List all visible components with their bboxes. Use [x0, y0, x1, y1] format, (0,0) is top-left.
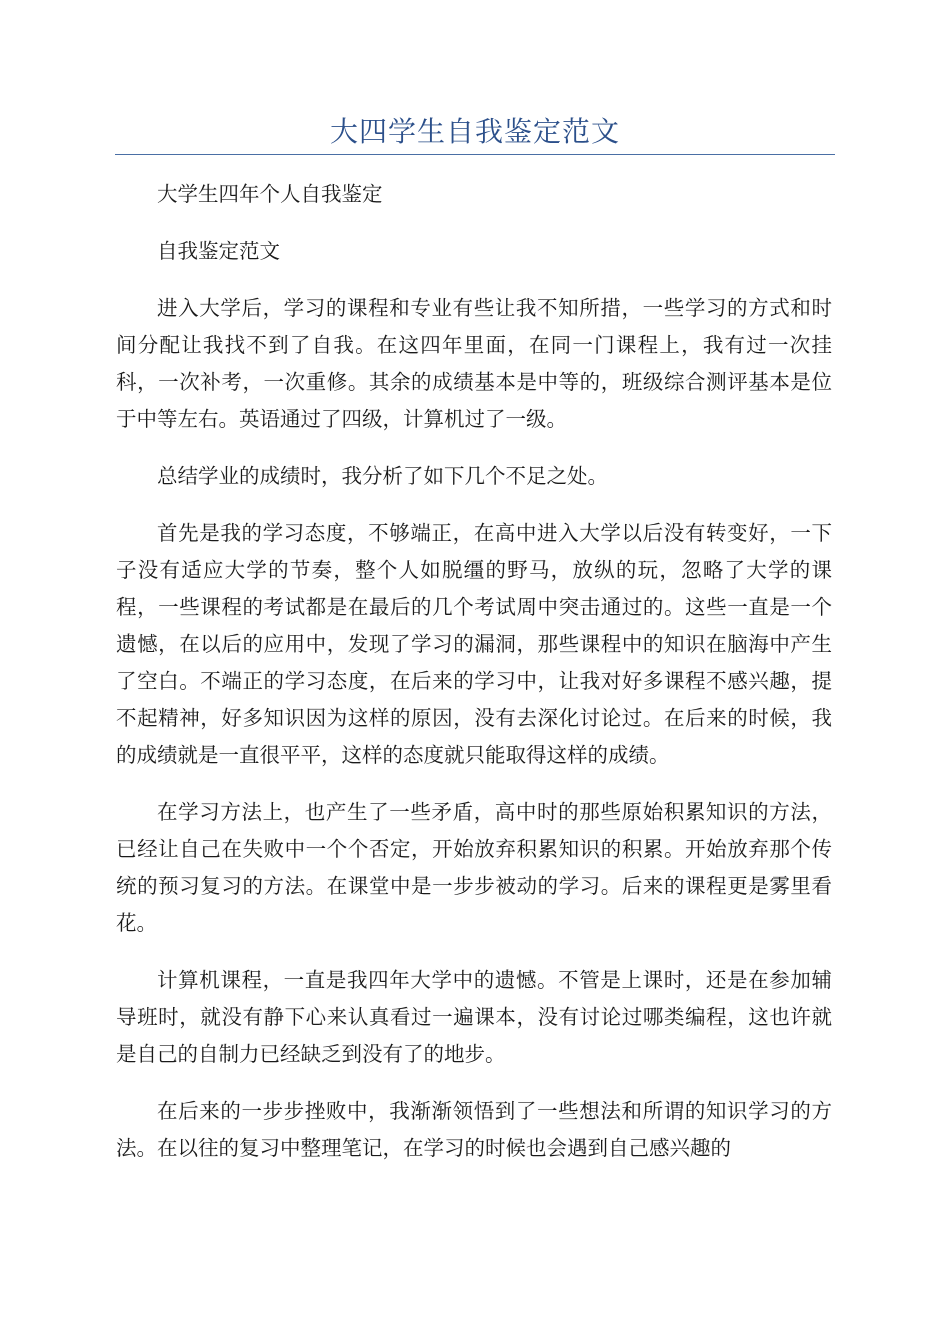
paragraph: 在学习方法上，也产生了一些矛盾，高中时的那些原始积累知识的方法，已经让自己在失败中一个个否定，开始放弃积累知识的积累。开始放弃那个传统的预习复习的方法。在课堂中是一步步被动的学习。后来的课程更是雾里看花。 [116, 800, 832, 935]
paragraph-heading: 自我鉴定范文 [157, 239, 280, 263]
document-title: 大四学生自我鉴定范文 [329, 115, 620, 148]
paragraph: 进入大学后，学习的课程和专业有些让我不知所措，一些学习的方式和时间分配让我找不到了自我。在这四年里面，在同一门课程上，我有过一次挂科，一次补考，一次重修。其余的成绩基本是中等的，班级综合测评基本是位于中等左右。英语通过了四级，计算机过了一级。 [116, 296, 832, 431]
paragraph: 计算机课程，一直是我四年大学中的遗憾。不管是上课时，还是在参加辅导班时，就没有静下心来认真看过一遍课本，没有讨论过哪类编程，这也许就是自己的自制力已经缺乏到没有了的地步。 [116, 968, 832, 1066]
title-underline [115, 154, 835, 155]
paragraph: 首先是我的学习态度，不够端正，在高中进入大学以后没有转变好，一下子没有适应大学的节奏，整个人如脱缰的野马，放纵的玩，忽略了大学的课程，一些课程的考试都是在最后的几个考试周中突击通过的。这些一直是一个遗憾，在以后的应用中，发现了学习的漏洞，那些课程中的知识在脑海中产生了空白。不端正的学习态度，在后来的学习中，让我对好多课程不感兴趣，提不起精神，好多知识因为这样的原因，没有去深化讨论过。在后来的时候，我的成绩就是一直很平平，这样的态度就只能取得这样的成绩。 [116, 521, 832, 767]
document-body [116, 176, 832, 1187]
paragraph: 在后来的一步步挫败中，我渐渐领悟到了一些想法和所谓的知识学习的方法。在以往的复习中整理笔记，在学习的时候也会遇到自己感兴趣的 [116, 1099, 832, 1160]
paragraph: 总结学业的成绩时，我分析了如下几个不足之处。 [157, 464, 608, 488]
paragraph-subtitle: 大学生四年个人自我鉴定 [157, 182, 383, 206]
